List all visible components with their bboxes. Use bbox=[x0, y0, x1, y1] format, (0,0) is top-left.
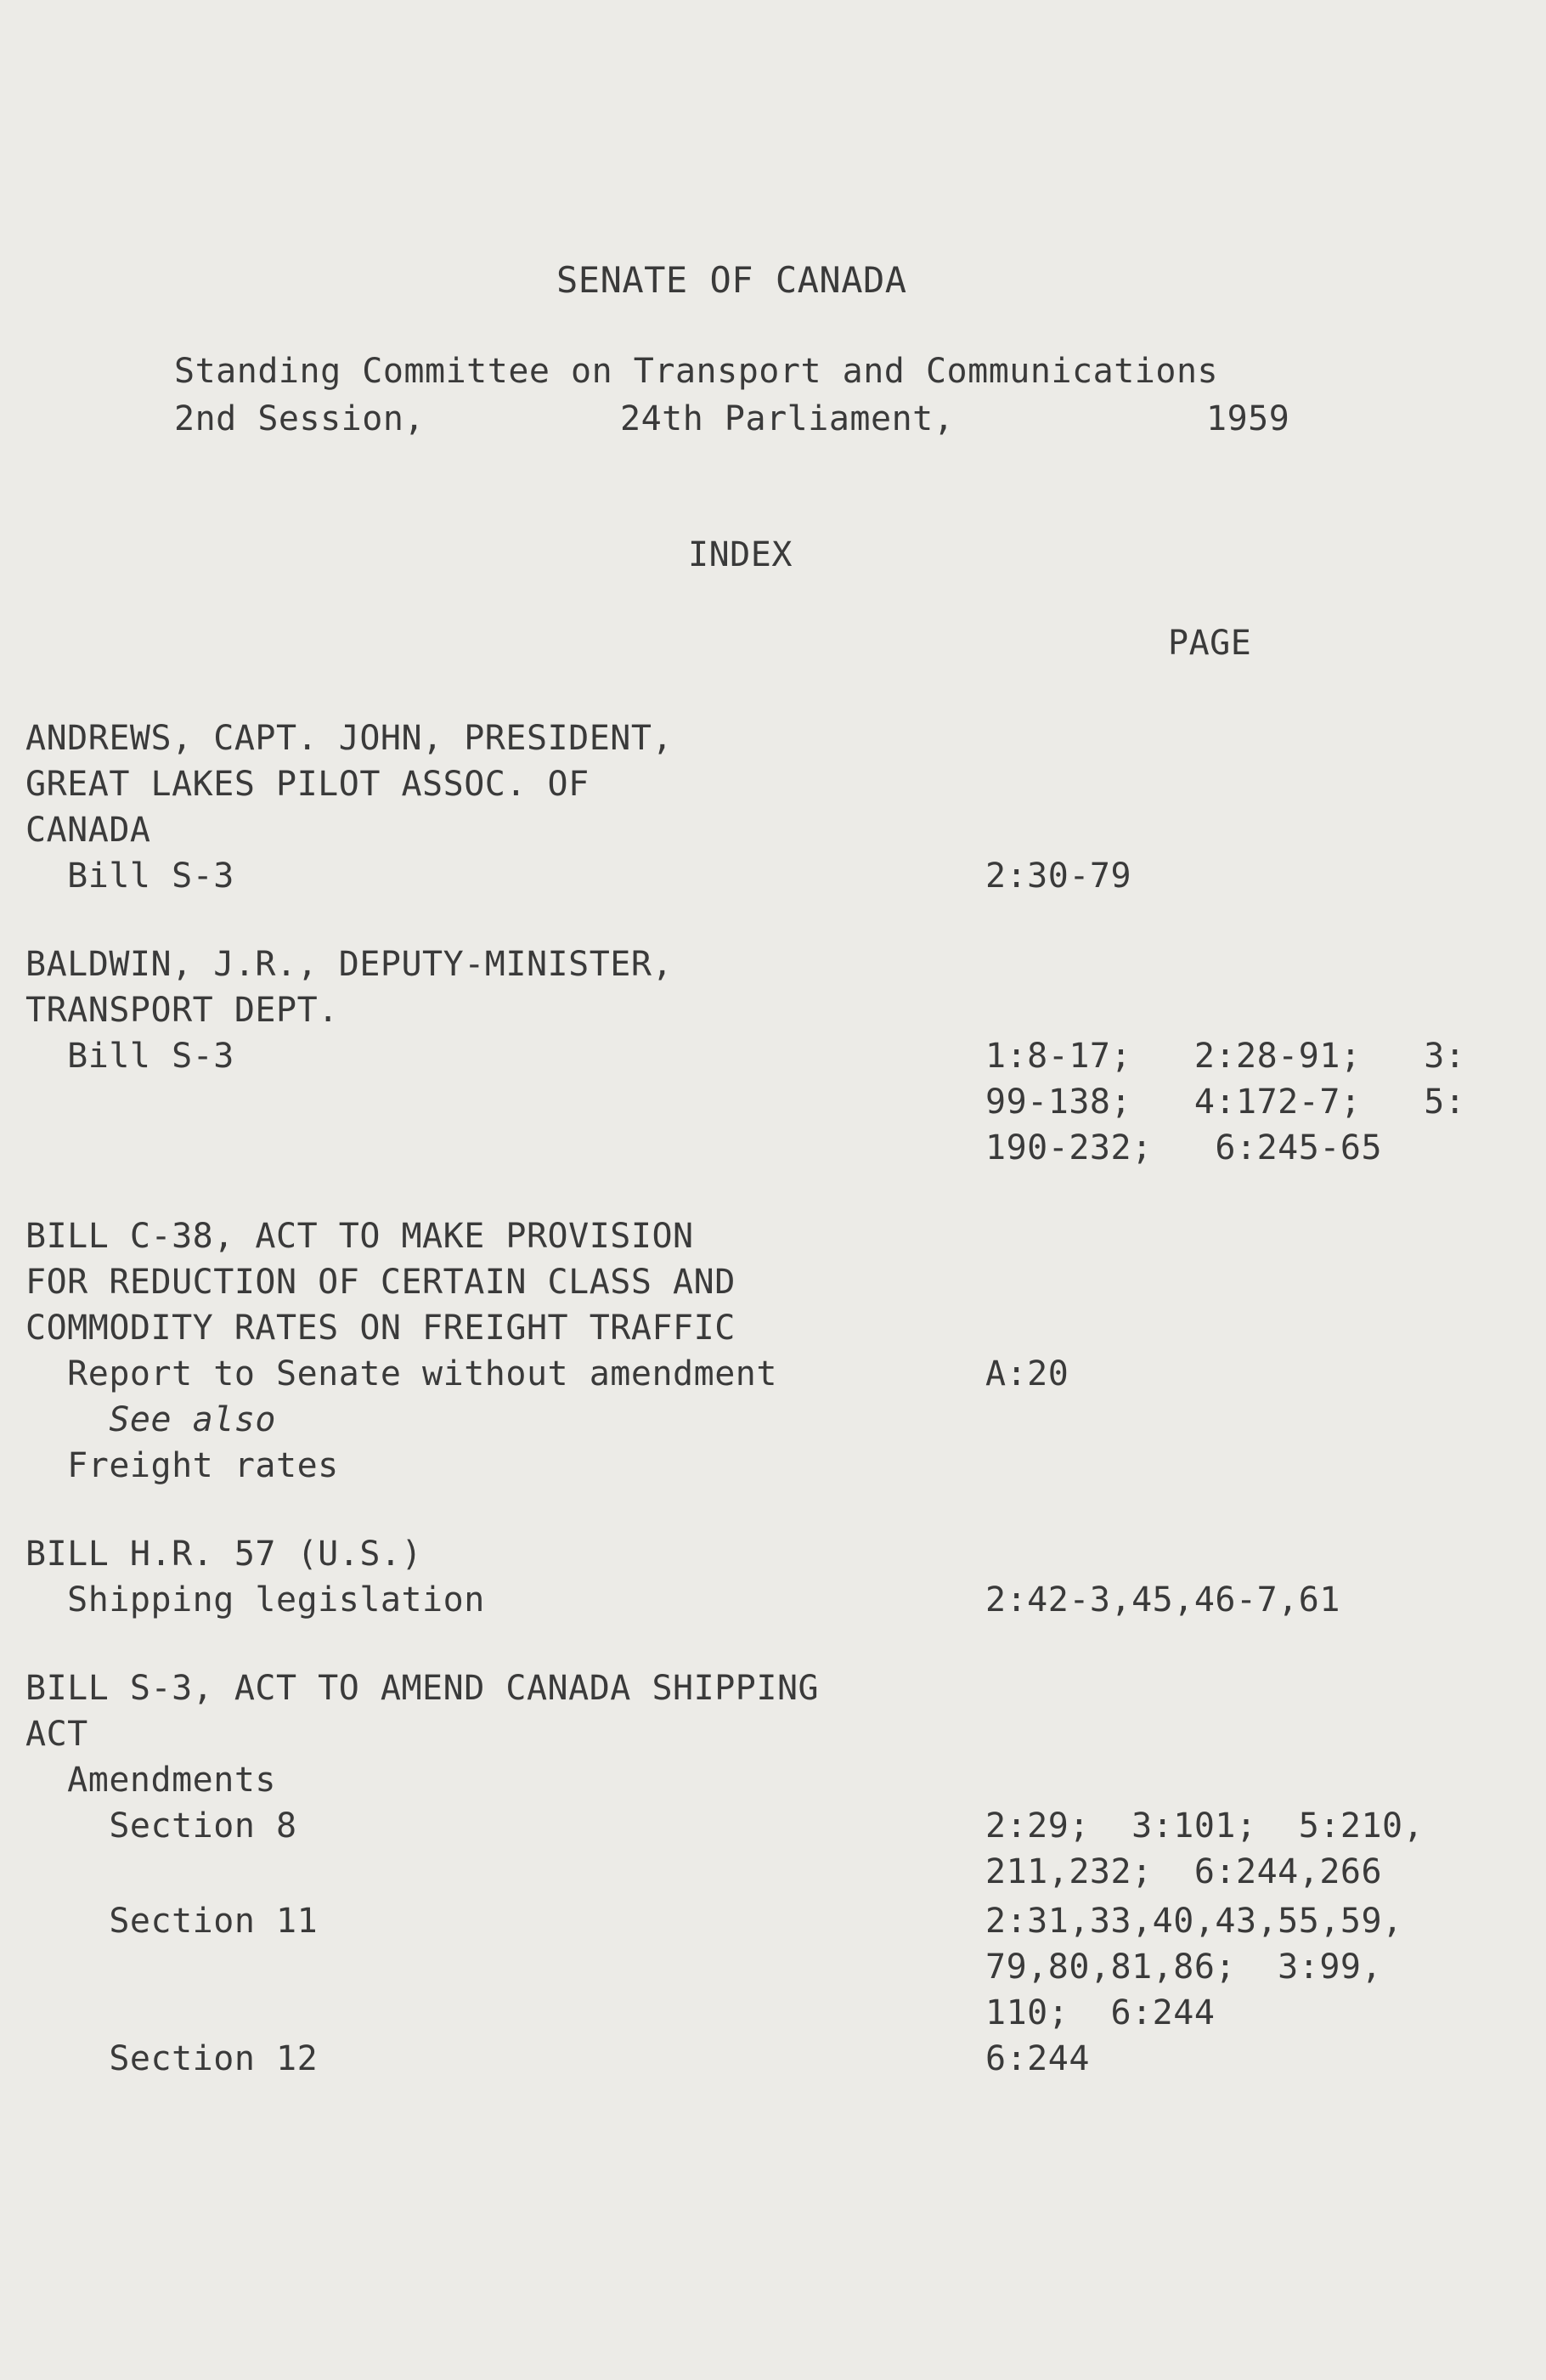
parliament-label: 24th Parliament, bbox=[620, 399, 955, 438]
entry-label: BILL H.R. 57 (U.S.) bbox=[25, 1535, 423, 1574]
year-label: 1959 bbox=[1206, 399, 1290, 438]
entry-label: Report to Senate without amendment bbox=[25, 1354, 777, 1394]
entry-page-ref: 1:8-17; 2:28-91; 3: bbox=[985, 1037, 1466, 1076]
entry-page-ref: 2:29; 3:101; 5:210, bbox=[985, 1806, 1425, 1846]
entry-label: TRANSPORT DEPT. bbox=[25, 991, 339, 1030]
entry-label: Section 8 bbox=[25, 1806, 297, 1846]
page-column-heading: PAGE bbox=[1168, 624, 1252, 663]
entry-label: BILL S-3, ACT TO AMEND CANADA SHIPPING bbox=[25, 1669, 820, 1708]
entry-page-ref: 2:30-79 bbox=[985, 856, 1132, 896]
entry-label: Shipping legislation bbox=[25, 1580, 485, 1620]
entry-page-ref: 211,232; 6:244,266 bbox=[985, 1852, 1383, 1891]
entry-label: Freight rates bbox=[25, 1446, 339, 1485]
entry-label: FOR REDUCTION OF CERTAIN CLASS AND bbox=[25, 1263, 736, 1302]
session-label: 2nd Session, bbox=[174, 399, 425, 438]
entry-label: Section 11 bbox=[25, 1902, 319, 1941]
page-title: SENATE OF CANADA bbox=[556, 259, 907, 301]
entry-label: Bill S-3 bbox=[25, 1037, 234, 1076]
entry-page-ref: 99-138; 4:172-7; 5: bbox=[985, 1083, 1466, 1122]
entry-label: BILL C-38, ACT TO MAKE PROVISION bbox=[25, 1217, 694, 1256]
entry-page-ref: 79,80,81,86; 3:99, bbox=[985, 1948, 1383, 1987]
entry-page-ref: 110; 6:244 bbox=[985, 1993, 1216, 2032]
entry-label: BALDWIN, J.R., DEPUTY-MINISTER, bbox=[25, 945, 674, 984]
committee-name: Standing Committee on Transport and Communications bbox=[174, 352, 1219, 391]
entry-label: Amendments bbox=[25, 1761, 276, 1800]
index-heading: INDEX bbox=[688, 535, 793, 574]
entry-label: COMMODITY RATES ON FREIGHT TRAFFIC bbox=[25, 1309, 736, 1348]
entry-page-ref: A:20 bbox=[985, 1354, 1069, 1394]
entry-label: Bill S-3 bbox=[25, 856, 234, 896]
entry-page-ref: 190-232; 6:245-65 bbox=[985, 1128, 1383, 1167]
entry-label: ANDREWS, CAPT. JOHN, PRESIDENT, bbox=[25, 719, 674, 758]
entry-label: Section 12 bbox=[25, 2039, 319, 2078]
entry-page-ref: 2:31,33,40,43,55,59, bbox=[985, 1902, 1403, 1941]
entry-see-also: See also bbox=[25, 1400, 276, 1439]
entry-label: GREAT LAKES PILOT ASSOC. OF bbox=[25, 765, 590, 804]
entry-label: CANADA bbox=[25, 811, 151, 850]
entry-label: ACT bbox=[25, 1715, 88, 1754]
entry-page-ref: 6:244 bbox=[985, 2039, 1090, 2078]
entry-page-ref: 2:42-3,45,46-7,61 bbox=[985, 1580, 1340, 1620]
